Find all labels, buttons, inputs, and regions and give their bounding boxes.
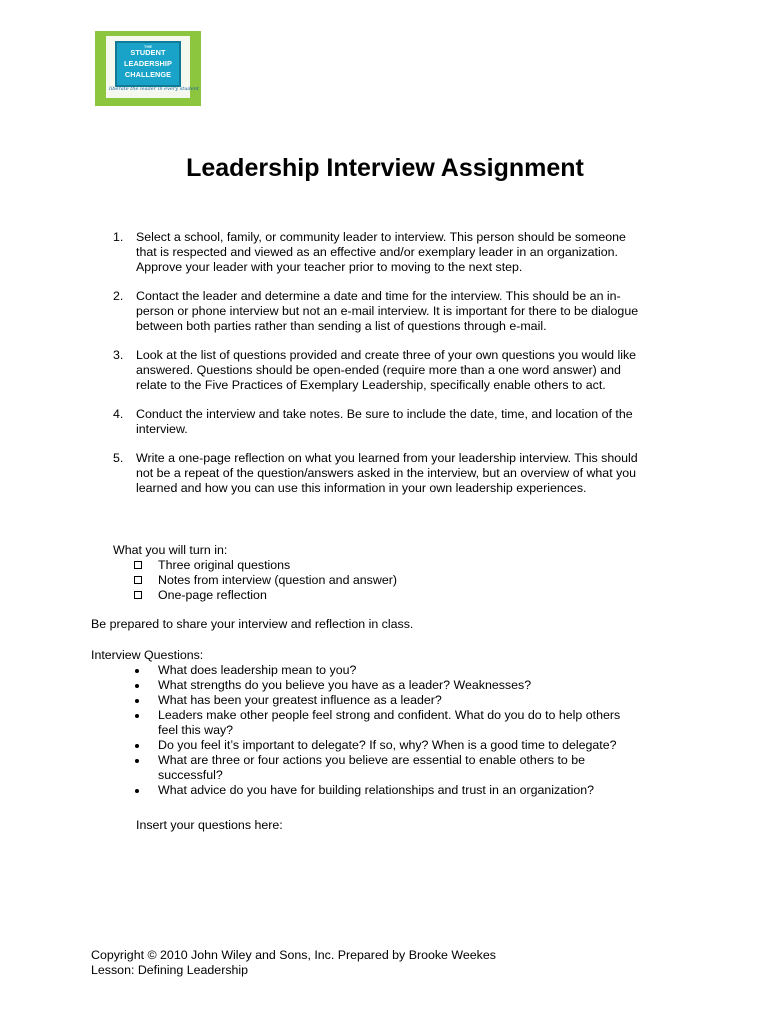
interview-questions-heading: Interview Questions: <box>91 648 204 662</box>
question-text: What strengths do you believe you have as a leader? Weaknesses? <box>158 678 532 692</box>
checklist-label: One-page reflection <box>158 588 267 602</box>
step-text: Select a school, family, or community leader to interview. This person should be someone that is respected and viewed as an effective and/or exemplary leader in an organization. Approve your leader with your teacher prior to moving to the next step. <box>136 230 626 274</box>
step-text: Write a one-page reflection on what you learned from your leadership interview. This should not be a repeat of the question/answers asked in the interview, but an overview of what you learned and how you can use this information in your own leadership experiences. <box>136 451 638 495</box>
checkbox-icon <box>134 591 142 599</box>
question-item <box>132 753 632 783</box>
bullet-icon <box>135 789 139 793</box>
checklist-item <box>132 558 397 573</box>
checkbox-icon <box>134 576 142 584</box>
step-item <box>113 407 643 437</box>
question-item <box>132 693 632 708</box>
logo-small-text: THE <box>144 44 152 49</box>
step-number: 1. <box>113 230 124 244</box>
logo-line-2: LEADERSHIP <box>123 59 173 68</box>
step-number: 4. <box>113 407 124 421</box>
question-item <box>132 678 632 693</box>
checkbox-icon <box>134 561 142 569</box>
bullet-icon <box>135 669 139 673</box>
insert-questions-prompt: Insert your questions here: <box>136 818 283 832</box>
bullet-icon <box>135 684 139 688</box>
logo-banner <box>115 41 181 87</box>
bullet-icon <box>135 699 139 703</box>
bullet-icon <box>135 744 139 748</box>
step-number: 5. <box>113 451 124 465</box>
step-text: Look at the list of questions provided and create three of your own questions you would like answered. Questions should be open-ended (require more than a one word answer) and relate to the Five Practices of Exemplary Leadership, specifically enable others to act. <box>136 348 637 392</box>
checklist-label: Three original questions <box>158 558 291 572</box>
checklist-label: Notes from interview (question and answer) <box>158 573 397 587</box>
step-item <box>113 348 643 393</box>
question-item <box>132 663 632 678</box>
question-item <box>132 783 632 798</box>
footer <box>91 948 496 978</box>
question-text: Do you feel it’s important to delegate? If so, why? When is a good time to delegate? <box>158 738 617 752</box>
logo-line-1: STUDENT <box>130 48 166 57</box>
step-text: Contact the leader and determine a date and time for the interview. This should be an in-person or phone interview but not an e-mail interview. It is important for there to be dialogue between both parties rather than sending a list of questions through e-mail. <box>136 289 639 333</box>
copyright-text: Copyright © 2010 John Wiley and Sons, Inc. Prepared by Brooke Weekes <box>91 948 496 962</box>
question-text: Leaders make other people feel strong and confident. What do you do to help others feel this way? <box>158 708 621 737</box>
bullet-icon <box>135 759 139 763</box>
step-item <box>113 289 643 334</box>
step-text: Conduct the interview and take notes. Be sure to include the date, time, and location of the interview. <box>136 407 633 436</box>
logo-tagline: liberate the leader in every student <box>109 86 199 92</box>
prepared-note: Be prepared to share your interview and reflection in class. <box>91 617 414 631</box>
logo-line-3: CHALLENGE <box>124 70 172 79</box>
question-item <box>132 708 632 738</box>
interview-questions-list <box>132 663 632 798</box>
page-title: Leadership Interview Assignment <box>186 154 584 182</box>
bullet-icon <box>135 714 139 718</box>
lesson-text: Lesson: Defining Leadership <box>91 963 249 977</box>
student-leadership-challenge-logo <box>95 31 201 106</box>
question-item <box>132 738 632 753</box>
step-number: 2. <box>113 289 124 303</box>
step-number: 3. <box>113 348 124 362</box>
turn-in-heading: What you will turn in: <box>113 543 228 557</box>
question-text: What advice do you have for building relationships and trust in an organization? <box>158 783 595 797</box>
checklist-item <box>132 573 397 588</box>
question-text: What does leadership mean to you? <box>158 663 357 677</box>
checklist-item <box>132 588 397 603</box>
question-text: What are three or four actions you believe are essential to enable others to be successful? <box>158 753 586 782</box>
step-item <box>113 230 643 275</box>
step-item <box>113 451 643 496</box>
question-text: What has been your greatest influence as a leader? <box>158 693 442 707</box>
turn-in-checklist <box>132 558 397 603</box>
steps-list <box>113 230 643 510</box>
